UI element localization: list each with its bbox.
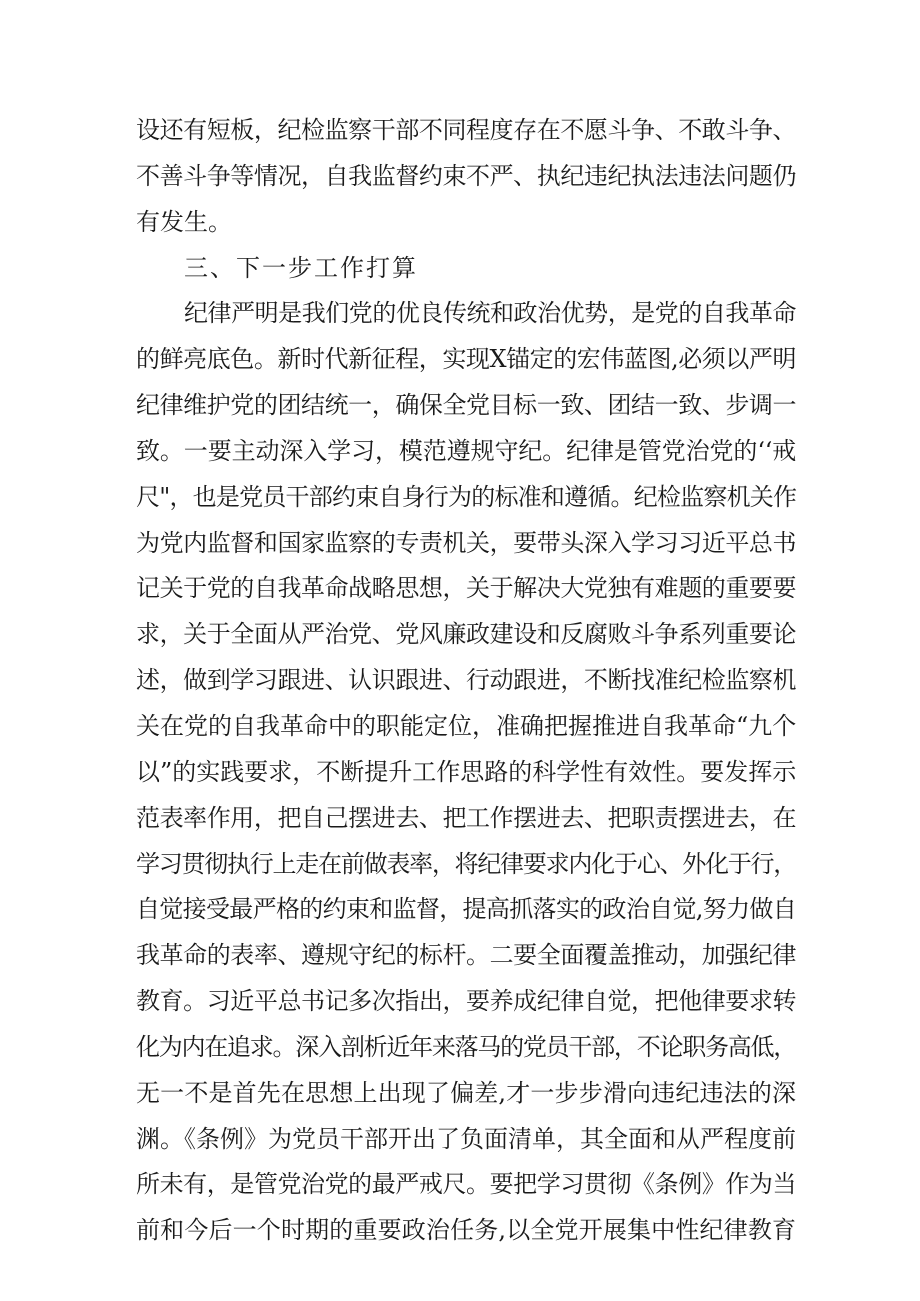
- text-line: 关在党的自我革命中的职能定位，准确把握推进自我革命“九个: [136, 711, 797, 740]
- text-line: 以”的实践要求，不断提升工作思路的科学性有效性。要发挥示: [136, 757, 797, 786]
- text-line: 纪律严明是我们党的优良传统和政治优势，是党的自我革命: [184, 299, 796, 328]
- text-line: 所未有，是管党治党的最严戒尺。要把学习贯彻《条例》作为当: [136, 1170, 796, 1199]
- text-line: 教育。习近平总书记多次指出，要养成纪律自觉，把他律要求转: [136, 987, 796, 1016]
- text-line: 致。一要主动深入学习，模范遵规守纪。纪律是管党治党的‘‘戒: [136, 436, 796, 465]
- text-line: 求，关于全面从严治党、党风廉政建设和反腐败斗争系列重要论: [136, 620, 796, 649]
- text-line: 前和今后一个时期的重要政治任务,以全党开展集中性纪律教育: [136, 1216, 796, 1245]
- document-body: [136, 108, 796, 1254]
- text-line: 我革命的表率、遵规守纪的标杆。二要全面覆盖推动，加强纪律: [136, 941, 796, 970]
- text-line: 有发生。: [136, 207, 232, 236]
- text-line: 的鲜亮底色。新时代新征程，实现X锚定的宏伟蓝图,必须以严明: [136, 345, 796, 374]
- text-line: 记关于党的自我革命战略思想，关于解决大党独有难题的重要要: [136, 574, 796, 603]
- section-heading: 三、下一步工作打算: [184, 253, 418, 282]
- text-line: 学习贯彻执行上走在前做表率，将纪律要求内化于心、外化于行，: [136, 849, 796, 878]
- text-line: 化为内在追求。深入剖析近年来落马的党员干部，不论职务高低，: [136, 1032, 796, 1061]
- text-line: 自觉接受最严格的约束和监督，提高抓落实的政治自觉,努力做自: [136, 895, 796, 924]
- text-line: 渊。《条例》为党员干部开出了负面清单，其全面和从严程度前: [136, 1124, 796, 1153]
- text-line: 范表率作用，把自己摆进去、把工作摆进去、把职责摆进去，在: [136, 803, 796, 832]
- text-line: 设还有短板，纪检监察干部不同程度存在不愿斗争、不敢斗争、: [136, 116, 796, 144]
- text-line: 纪律维护党的团结统一，确保全党目标一致、团结一致、步调一: [136, 391, 796, 420]
- text-line: 述，做到学习跟进、认识跟进、行动跟进，不断找准纪检监察机: [136, 666, 796, 695]
- text-line: 尺"，也是党员干部约束自身行为的标准和遵循。纪检监察机关作: [136, 482, 796, 511]
- text-line: 不善斗争等情况，自我监督约束不严、执纪违纪执法违法问题仍: [136, 161, 796, 190]
- text-line: 无一不是首先在思想上出现了偏差,才一步步滑向违纪违法的深: [136, 1078, 796, 1107]
- text-line: 为党内监督和国家监察的专责机关，要带头深入学习习近平总书: [136, 528, 796, 557]
